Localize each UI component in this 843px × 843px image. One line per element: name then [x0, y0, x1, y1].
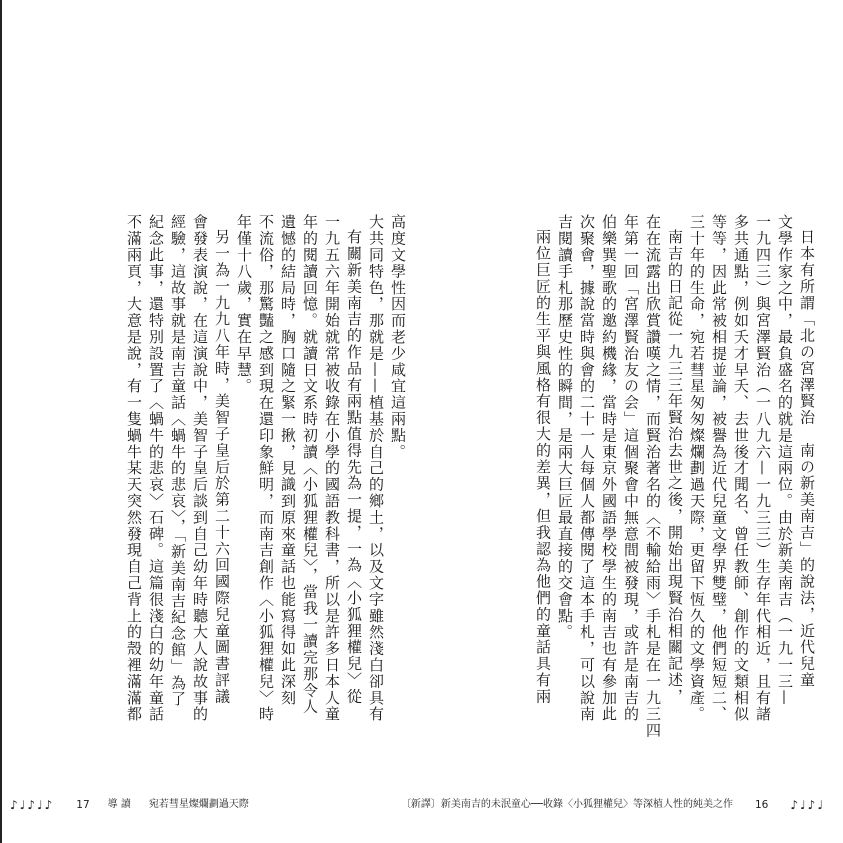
text-column: 不滿兩頁，大意是說，有一隻蝸牛某天突然發現自己背上的殼裡滿滿都 — [125, 214, 143, 723]
music-notes-ornament: ♪♩♪♩♪ — [10, 798, 55, 812]
running-title: 〔新譯〕新美南吉的未泯童心──收錄〈小狐狸權兒〉等深植人性的純美之作 — [400, 799, 733, 810]
text-column: 高度文學性因而老少咸宜這兩點。 — [389, 214, 407, 460]
text-column: 文學作家之中，最負盛名的就是這兩位。由於新美南吉（一九一三— — [776, 214, 794, 706]
chapter-label: 導 讀 — [107, 799, 131, 810]
text-column: 兩位巨匠的生平與風格有很大的差異，但我認為他們的童話具有兩 — [534, 229, 552, 705]
text-column: 遺憾的結局時，胸口隨之緊一揪，見識到原來童話也能寫得如此深刻 — [279, 214, 297, 706]
text-column: 年的閱讀回憶。就讀日文系時初讀〈小狐狸權兒〉，當我一讀完那令人 — [301, 214, 319, 715]
text-column: 在在流露出欣賞讚嘆之情，而賢治著名的〈不輸給雨〉手札是在一九三四 — [644, 214, 662, 739]
text-column: 一九五六年開始就常被收錄在小學的國語教科書，所以是許多日本人童 — [323, 214, 341, 723]
text-column: 有關新美南吉的作品有兩點值得先為一提，一為〈小狐狸權兒〉從 — [345, 229, 363, 705]
text-column: 次聚會，據說當時與會的二十一人每個人都傳閱了這本手札，可以說南 — [578, 214, 596, 723]
text-column: 另一為一九九八年時，美智子皇后於第二十六回國際兒童圖書評議 — [213, 229, 231, 705]
page-number: 16 — [754, 799, 769, 811]
text-column: 年第一回「宮澤賢治友の会」這個聚會中無意間被發現，或許是南吉的 — [622, 214, 640, 723]
right-body-text — [532, 214, 818, 739]
text-column: 紀念此事，還特別設置了〈蝸牛的悲哀〉石碑。這篇很淺白的幼年童話 — [147, 214, 165, 723]
left-page — [0, 0, 421, 843]
text-column: 大共同特色，那就是——植基於自己的鄉土，以及文字雖然淺白卻具有 — [367, 214, 385, 723]
text-column: 多共通點，例如夭才早夭、去世後才聞名、曾任教師、創作的文類相似 — [732, 214, 750, 723]
text-column: 年僅十八歲，實在早慧。 — [235, 214, 253, 395]
left-page-footer — [10, 797, 249, 813]
text-column: 經驗，這故事就是南吉童話〈蝸牛的悲哀〉，「新美南吉紀念館」為了 — [169, 214, 187, 708]
running-title: 宛若彗星燦爛劃過天際 — [148, 799, 249, 810]
text-column: 日本有所謂「北の宮澤賢治 南の新美南吉」的說法，近代兒童 — [798, 229, 816, 689]
text-column: 三十年的生命，宛若彗星匆匆燦爛劃過天際，更留下恆久的文學資產。 — [688, 214, 706, 723]
text-column: 會發表演說，在這演說中，美智子皇后談到自己幼年時聽大人說故事的 — [191, 214, 209, 723]
text-column: 等等，因此常被相提並論，被譽為近代兒童文學界雙璧，他們短短二、 — [710, 214, 728, 723]
text-column: 吉閱讀手札那歷史性的瞬間，是兩大巨匠最直接的交會點。 — [556, 214, 574, 641]
text-column: 一九四三）與宮澤賢治（一八九六—一九三三）生存年代相近，且有諸 — [754, 214, 772, 723]
text-column: 不流俗，那驚豔之感到現在還印象鮮明，而南吉創作〈小狐狸權兒〉時 — [257, 214, 275, 723]
right-page-footer — [401, 797, 825, 813]
music-notes-ornament: ♪♩♪♩ — [790, 798, 825, 812]
page-number: 17 — [76, 799, 90, 811]
left-body-text — [123, 214, 409, 723]
text-column: 伯樂巽聖歌的邀約機緣，當時是東京外國語學校學生的南吉也有參加此 — [600, 214, 618, 723]
text-column: 南吉的日記從一九三三年賢治去世之後，開始出現賢治相關記述， — [666, 229, 684, 705]
right-page — [400, 0, 843, 843]
